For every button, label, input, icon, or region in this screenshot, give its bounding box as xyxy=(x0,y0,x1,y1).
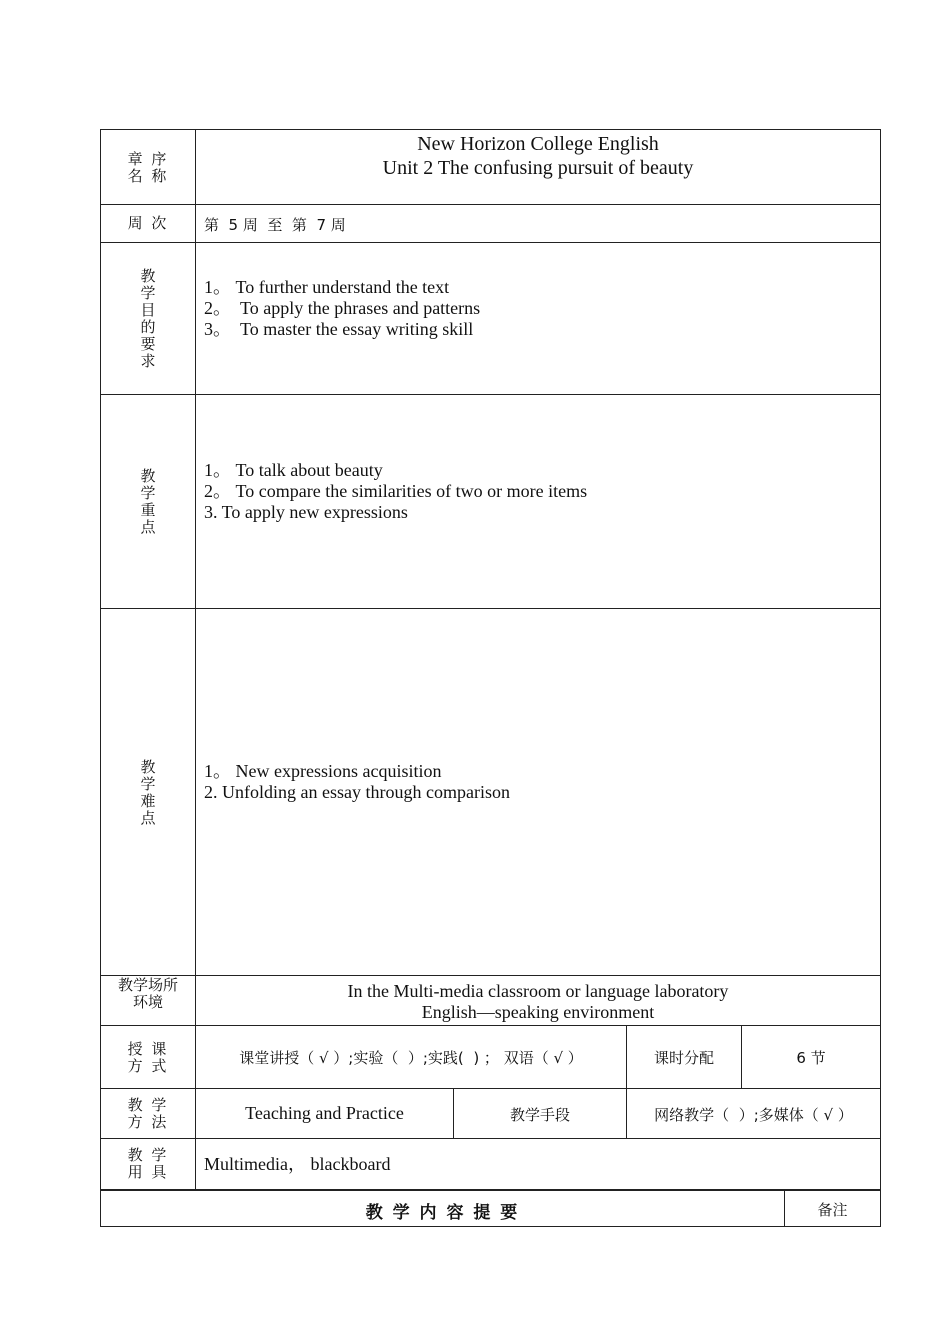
teaching-means-label: 教学手段 xyxy=(509,1106,570,1124)
objectives-label-char: 目 xyxy=(140,301,156,319)
teaching-mode-label-line1: 授 课 xyxy=(127,1040,169,1058)
environment-line1: In the Multi-media classroom or language laboratory xyxy=(347,981,729,1001)
objectives-label-char: 要 xyxy=(140,335,156,353)
teaching-means-value: 网络教学（ ）;多媒体（ √ ） xyxy=(654,1106,853,1124)
objectives-label-char: 教 xyxy=(140,267,156,285)
teaching-method-label-line2: 方 法 xyxy=(127,1113,169,1131)
list-item: 2。 To apply the phrases and patterns xyxy=(204,298,481,318)
key-points-label-char: 重 xyxy=(140,501,156,519)
teaching-method-label-line1: 教 学 xyxy=(127,1096,169,1114)
teaching-method-label xyxy=(101,1097,195,1131)
key-points-label-char: 学 xyxy=(140,484,156,502)
tools-label-line1: 教 学 xyxy=(127,1146,169,1164)
chapter-name-label xyxy=(101,151,195,185)
difficulties-list xyxy=(204,761,510,803)
hours-value: 6 节 xyxy=(796,1049,826,1067)
key-points-label xyxy=(138,468,158,536)
tools-value: Multimedia， blackboard xyxy=(204,1154,391,1174)
list-item: 1。 To further understand the text xyxy=(204,277,450,297)
list-item: 2. Unfolding an essay through comparison xyxy=(204,782,510,802)
week-label: 周 次 xyxy=(127,214,169,232)
objectives-label-char: 学 xyxy=(140,284,156,302)
key-points-label-char: 点 xyxy=(140,518,156,536)
teaching-mode-value: 课堂讲授（ √ ）;实验（ ）;实践( ) ； 双语（ √ ） xyxy=(239,1049,583,1067)
objectives-label-char: 的 xyxy=(140,318,156,336)
chapter-label-line2: 名 称 xyxy=(127,167,169,185)
key-points-label-char: 教 xyxy=(140,467,156,485)
list-item: 2。 To compare the similarities of two or more items xyxy=(204,481,588,501)
list-item: 1。 To talk about beauty xyxy=(204,460,383,480)
environment-label xyxy=(101,977,195,1011)
objectives-label xyxy=(138,268,158,370)
week-value: 第 5 周 至 第 7 周 xyxy=(204,216,346,234)
course-title-line1: New Horizon College English xyxy=(417,133,659,155)
environment-value xyxy=(196,981,880,1023)
environment-label-line1: 教学场所 xyxy=(117,976,178,994)
objectives-label-char: 求 xyxy=(140,352,156,370)
key-points-list xyxy=(204,460,587,523)
difficulties-label-char: 学 xyxy=(140,775,156,793)
content-summary-title: 教 学 内 容 提 要 xyxy=(365,1203,520,1223)
difficulties-label-char: 难 xyxy=(140,792,156,810)
teaching-method-value: Teaching and Practice xyxy=(245,1103,404,1123)
remarks-label: 备注 xyxy=(817,1201,848,1219)
list-item: 3。 To master the essay writing skill xyxy=(204,319,474,339)
difficulties-label-char: 教 xyxy=(140,758,156,776)
list-item: 3. To apply new expressions xyxy=(204,502,408,522)
difficulties-label xyxy=(138,759,158,827)
list-item: 1。 New expressions acquisition xyxy=(204,761,442,781)
environment-line2: English—speaking environment xyxy=(421,1002,655,1022)
chapter-label-line1: 章 序 xyxy=(127,150,169,168)
difficulties-label-char: 点 xyxy=(140,809,156,827)
objectives-list xyxy=(204,277,480,340)
tools-label xyxy=(101,1147,195,1181)
teaching-mode-label-line2: 方 式 xyxy=(127,1057,169,1075)
environment-label-line2: 环境 xyxy=(132,993,163,1011)
course-title xyxy=(196,132,880,180)
teaching-mode-label xyxy=(101,1041,195,1075)
tools-label-line2: 用 具 xyxy=(127,1163,169,1181)
course-title-line2: Unit 2 The confusing pursuit of beauty xyxy=(382,157,694,179)
hours-label: 课时分配 xyxy=(653,1049,714,1067)
